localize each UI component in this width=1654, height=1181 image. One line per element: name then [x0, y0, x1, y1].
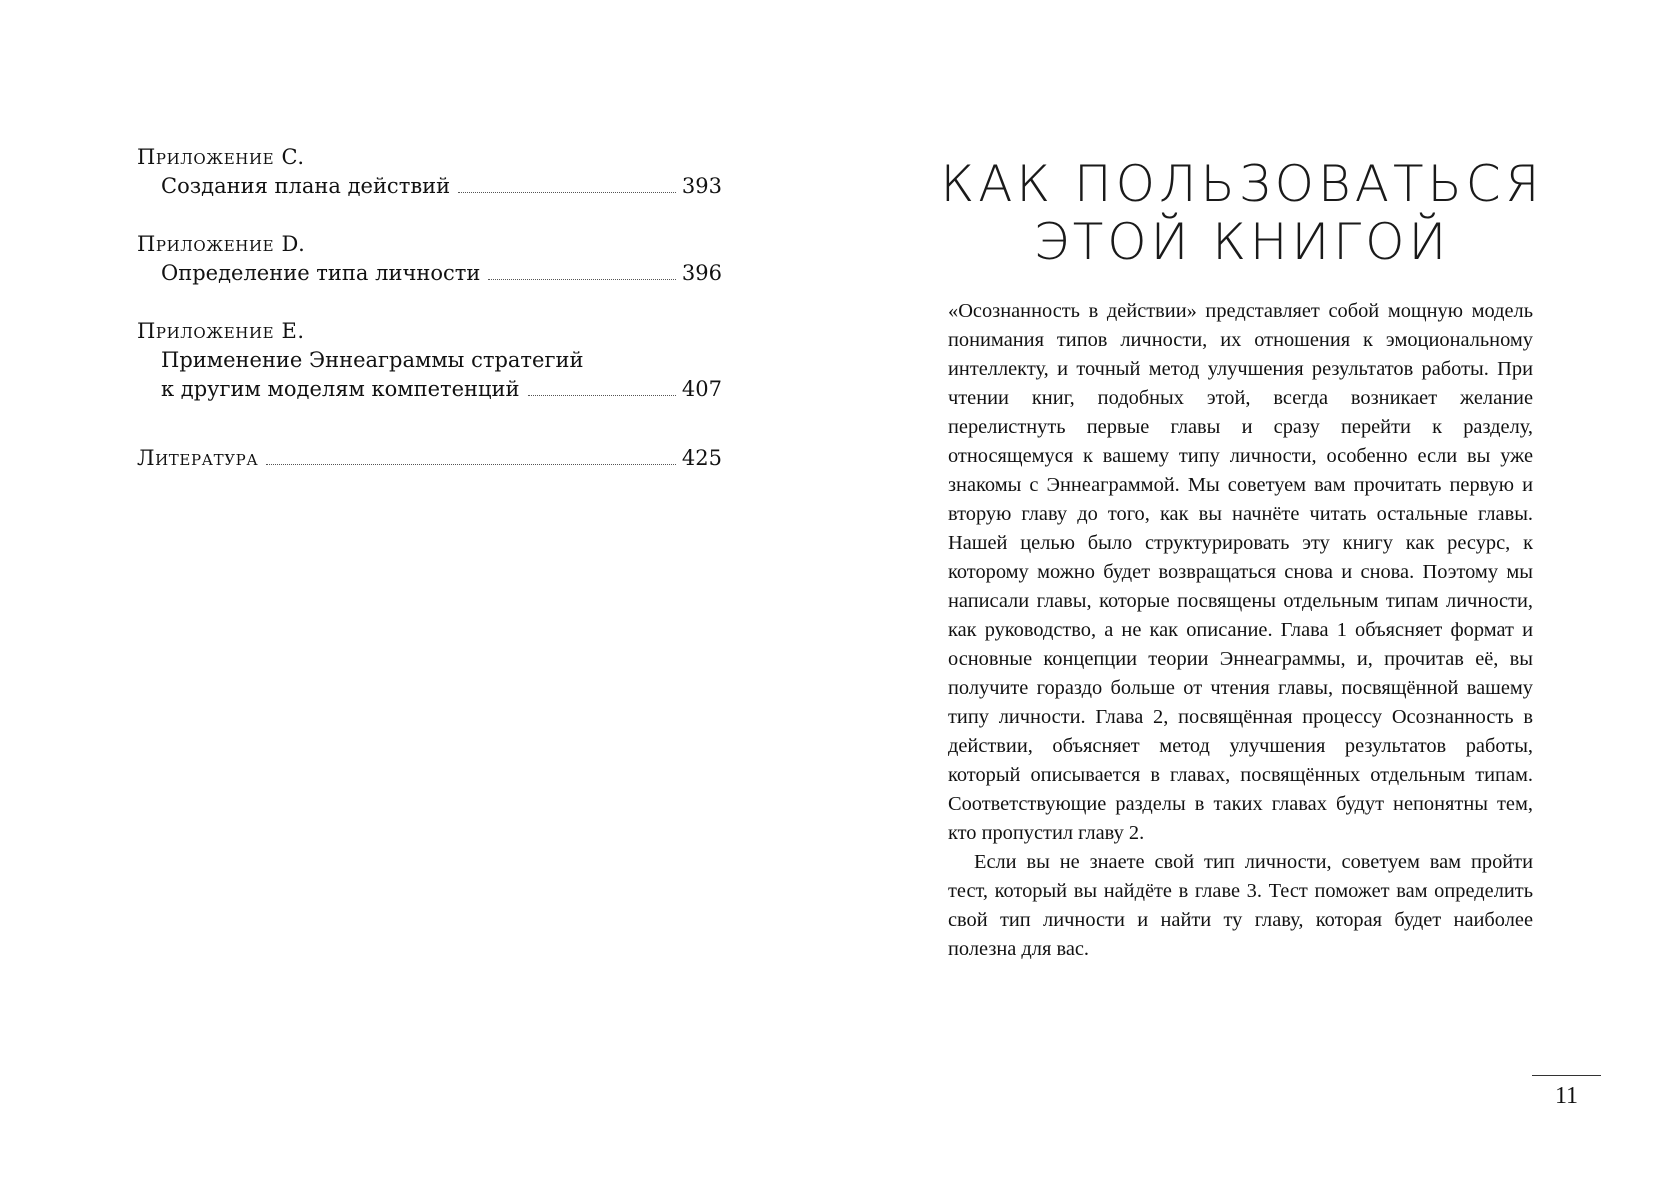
- toc-leader-dots: [488, 279, 676, 280]
- right-page: [827, 0, 1654, 1181]
- toc-leader-dots: [266, 464, 676, 465]
- folio-rule: [1532, 1075, 1601, 1076]
- body-text: [948, 297, 1533, 964]
- toc-page-number: 425: [681, 446, 722, 470]
- page-number: 11: [1554, 1083, 1579, 1109]
- toc-line: [137, 375, 722, 404]
- chapter-title-line-2: ЭТОЙ КНИГОЙ: [1033, 213, 1451, 271]
- toc-leader-dots: [458, 192, 676, 193]
- toc-entry-appendix-e[interactable]: [137, 317, 722, 404]
- chapter-title: [922, 155, 1562, 271]
- toc-line: [137, 346, 722, 375]
- toc-heading: Приложение C.: [137, 145, 305, 169]
- paragraph-1: «Осознанность в действии» представляет собой мощную модель понимания типов личности, их отношения к эмоциональному интеллекту, и точный метод улучшения результатов работы. При чтении книг, подобных этой, всегда возникает желание перелистнуть первые главы и сразу перейти к разделу, относящемуся к вашему типу личности, особенно если вы уже знакомы с Эннеаграммой. Мы советуем вам прочитать первую и вторую главу до того, как вы начнёте читать остальные главы. Нашей целью было структурировать эту книгу как ресурс, к которому можно будет возвращаться снова и снова. Поэтому мы написали главы, которые посвящены отдельным типам личности, как руководство, а не как описание. Глава 1 объясняет формат и основные концепции теории Эннеаграммы, и, прочитав её, вы получите гораздо больше от чтения главы, посвящённой вашему типу личности. Глава 2, посвящённая процессу Осознанность в действии, объясняет метод улучшения результатов работы, который описывается в главах, посвящённых отдельным типам. Соответствующие разделы в таких главах будут непонятны тем, кто пропустил главу 2.: [948, 300, 1533, 844]
- toc-heading: Приложение E.: [137, 319, 305, 343]
- toc-page-number: 396: [681, 261, 722, 285]
- toc-line: [137, 259, 722, 288]
- toc-line-text: к другим моделям компетенций: [161, 377, 520, 401]
- toc-heading: Приложение D.: [137, 232, 306, 256]
- toc-line: [137, 444, 722, 473]
- toc-leader-dots: [528, 395, 676, 396]
- toc-heading: Литература: [137, 446, 259, 470]
- paragraph-2: Если вы не знаете свой тип личности, советуем вам пройти тест, который вы найдёте в главе 3. Тест поможет вам определить свой тип личности и найти ту главу, которая будет наиболее полезна для вас.: [948, 851, 1533, 960]
- toc-page-number: 393: [681, 174, 722, 198]
- toc-page-number: 407: [681, 377, 722, 401]
- toc-line-text: Применение Эннеаграммы стратегий: [161, 348, 584, 372]
- toc-entry-appendix-c[interactable]: [137, 143, 722, 201]
- toc-line-text: Определение типа личности: [161, 261, 481, 285]
- toc-entry-literature[interactable]: [137, 444, 722, 473]
- chapter-title-line-1: КАК ПОЛЬЗОВАТЬСЯ: [940, 155, 1544, 213]
- toc-entry-appendix-d[interactable]: [137, 230, 722, 288]
- toc-line: [137, 172, 722, 201]
- toc-line-text: Создания плана действий: [161, 174, 451, 198]
